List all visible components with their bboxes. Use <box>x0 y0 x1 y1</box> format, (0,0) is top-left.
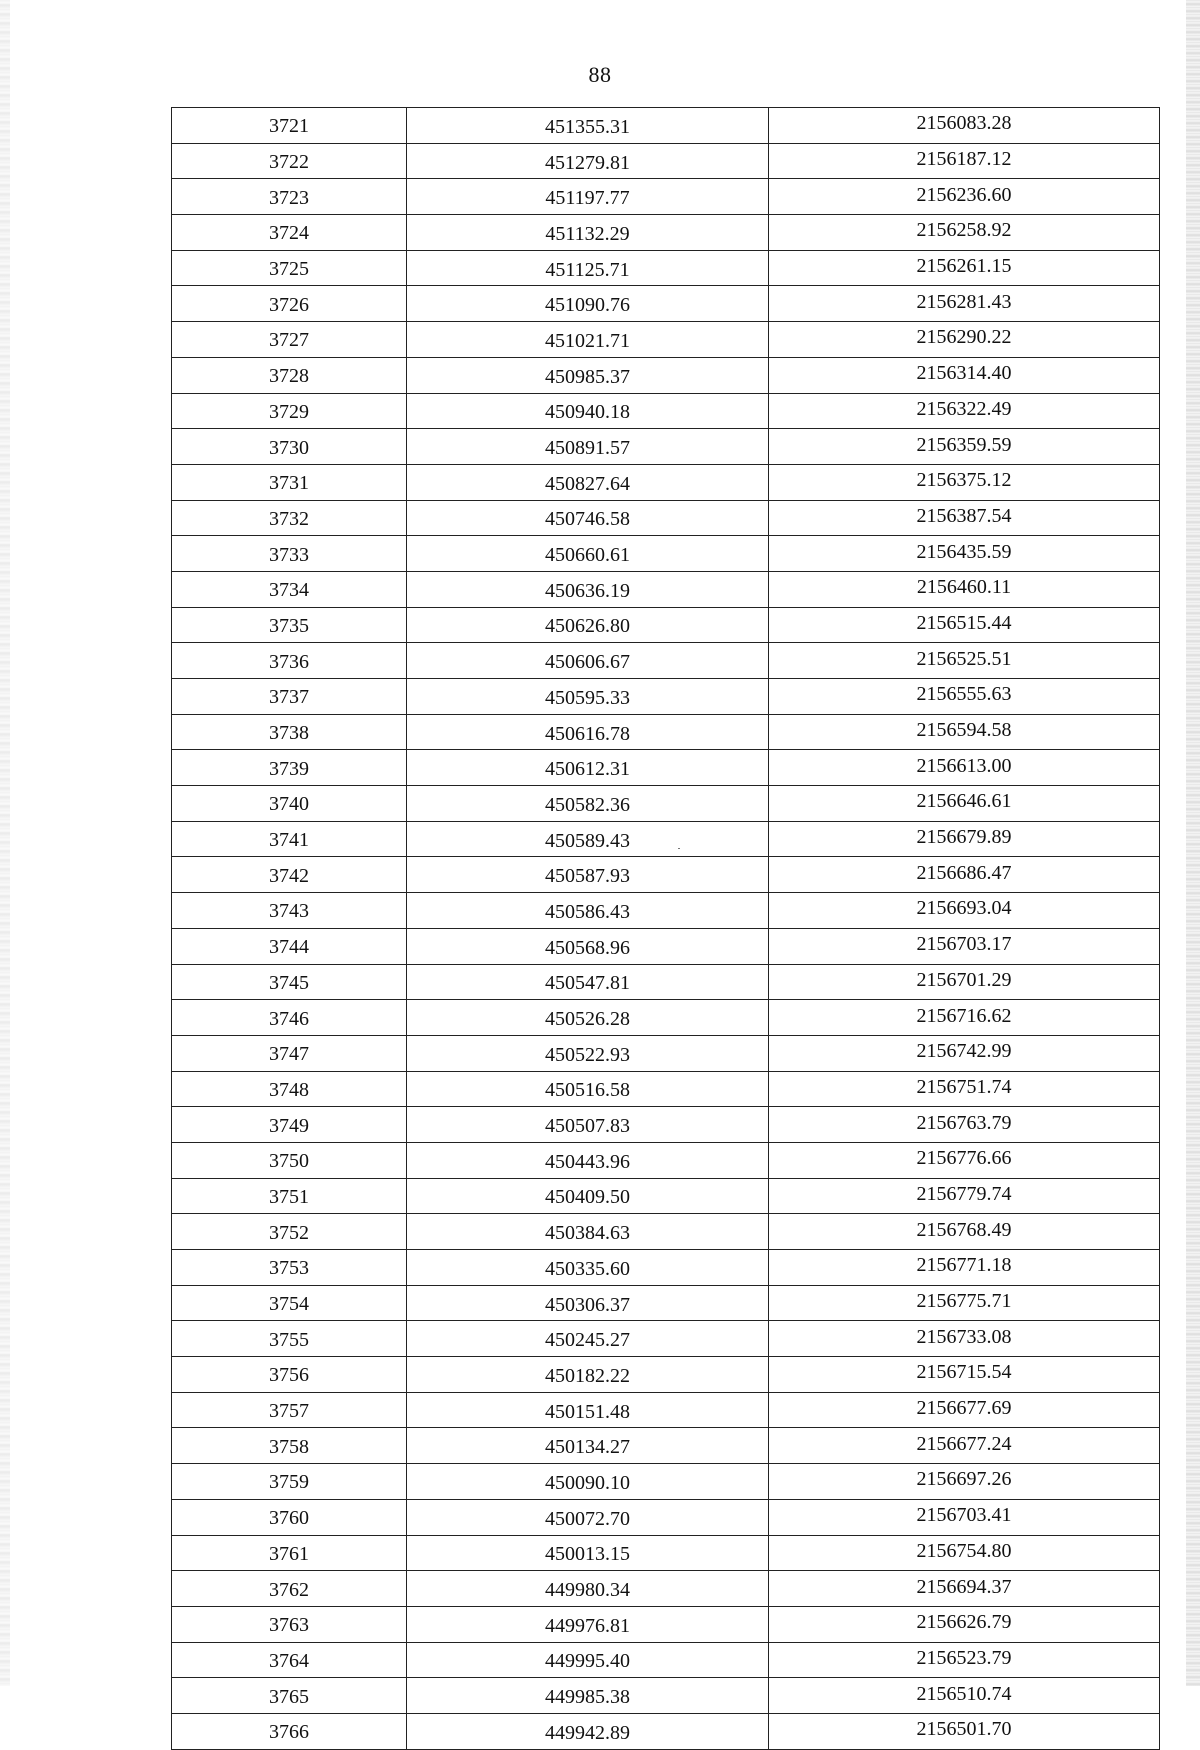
x-coordinate-cell: 450151.48 <box>407 1392 769 1428</box>
coordinate-table-body <box>172 108 1160 1750</box>
table-row <box>172 215 1160 251</box>
x-coordinate-cell: 450827.64 <box>407 464 769 500</box>
x-coordinate-cell: 450547.81 <box>407 964 769 1000</box>
y-coordinate-cell: 2156771.18 <box>769 1250 1160 1286</box>
point-id-cell: 3742 <box>172 857 407 893</box>
y-coordinate-cell: 2156677.69 <box>769 1392 1160 1428</box>
x-coordinate-cell: 450589.43 <box>407 821 769 857</box>
point-id-cell: 3725 <box>172 250 407 286</box>
x-coordinate-cell: 450606.67 <box>407 643 769 679</box>
table-row <box>172 714 1160 750</box>
table-row <box>172 1713 1160 1749</box>
point-id-cell: 3760 <box>172 1499 407 1535</box>
table-row <box>172 1071 1160 1107</box>
table-row <box>172 1357 1160 1393</box>
point-id-cell: 3731 <box>172 464 407 500</box>
point-id-cell: 3733 <box>172 536 407 572</box>
table-row <box>172 357 1160 393</box>
x-coordinate-cell: 450443.96 <box>407 1142 769 1178</box>
table-row <box>172 964 1160 1000</box>
y-coordinate-cell: 2156322.49 <box>769 393 1160 429</box>
table-row <box>172 1678 1160 1714</box>
x-coordinate-cell: 450985.37 <box>407 357 769 393</box>
point-id-cell: 3765 <box>172 1678 407 1714</box>
y-coordinate-cell: 2156703.41 <box>769 1499 1160 1535</box>
y-coordinate-cell: 2156510.74 <box>769 1678 1160 1714</box>
table-row <box>172 393 1160 429</box>
x-coordinate-cell: 451090.76 <box>407 286 769 322</box>
y-coordinate-cell: 2156555.63 <box>769 679 1160 715</box>
point-id-cell: 3762 <box>172 1571 407 1607</box>
x-coordinate-cell: 450568.96 <box>407 928 769 964</box>
y-coordinate-cell: 2156646.61 <box>769 786 1160 822</box>
point-id-cell: 3736 <box>172 643 407 679</box>
point-id-cell: 3739 <box>172 750 407 786</box>
table-row <box>172 1428 1160 1464</box>
table-row <box>172 1571 1160 1607</box>
x-coordinate-cell: 450090.10 <box>407 1464 769 1500</box>
x-coordinate-cell: 450072.70 <box>407 1499 769 1535</box>
table-row <box>172 1642 1160 1678</box>
y-coordinate-cell: 2156523.79 <box>769 1642 1160 1678</box>
table-row <box>172 1392 1160 1428</box>
point-id-cell: 3722 <box>172 143 407 179</box>
point-id-cell: 3737 <box>172 679 407 715</box>
y-coordinate-cell: 2156258.92 <box>769 215 1160 251</box>
x-coordinate-cell: 450595.33 <box>407 679 769 715</box>
x-coordinate-cell: 449942.89 <box>407 1713 769 1749</box>
x-coordinate-cell: 450616.78 <box>407 714 769 750</box>
y-coordinate-cell: 2156460.11 <box>769 571 1160 607</box>
x-coordinate-cell: 450306.37 <box>407 1285 769 1321</box>
y-coordinate-cell: 2156083.28 <box>769 108 1160 144</box>
table-row <box>172 786 1160 822</box>
point-id-cell: 3727 <box>172 322 407 358</box>
table-row <box>172 1321 1160 1357</box>
scan-edge-left <box>0 0 10 1686</box>
y-coordinate-cell: 2156703.17 <box>769 928 1160 964</box>
x-coordinate-cell: 451279.81 <box>407 143 769 179</box>
x-coordinate-cell: 451021.71 <box>407 322 769 358</box>
page-number: 88 <box>588 62 612 87</box>
y-coordinate-cell: 2156679.89 <box>769 821 1160 857</box>
table-row <box>172 893 1160 929</box>
point-id-cell: 3726 <box>172 286 407 322</box>
x-coordinate-cell: 449995.40 <box>407 1642 769 1678</box>
point-id-cell: 3730 <box>172 429 407 465</box>
x-coordinate-cell: 450940.18 <box>407 393 769 429</box>
table-row <box>172 571 1160 607</box>
table-row <box>172 607 1160 643</box>
x-coordinate-cell: 450891.57 <box>407 429 769 465</box>
point-id-cell: 3729 <box>172 393 407 429</box>
table-row <box>172 928 1160 964</box>
y-coordinate-cell: 2156613.00 <box>769 750 1160 786</box>
point-id-cell: 3751 <box>172 1178 407 1214</box>
y-coordinate-cell: 2156776.66 <box>769 1142 1160 1178</box>
x-coordinate-cell: 450134.27 <box>407 1428 769 1464</box>
table-row <box>172 1285 1160 1321</box>
point-id-cell: 3752 <box>172 1214 407 1250</box>
table-row <box>172 750 1160 786</box>
y-coordinate-cell: 2156290.22 <box>769 322 1160 358</box>
y-coordinate-cell: 2156626.79 <box>769 1606 1160 1642</box>
point-id-cell: 3756 <box>172 1357 407 1393</box>
point-id-cell: 3724 <box>172 215 407 251</box>
y-coordinate-cell: 2156501.70 <box>769 1713 1160 1749</box>
x-coordinate-cell: 449985.38 <box>407 1678 769 1714</box>
y-coordinate-cell: 2156281.43 <box>769 286 1160 322</box>
y-coordinate-cell: 2156515.44 <box>769 607 1160 643</box>
point-id-cell: 3747 <box>172 1035 407 1071</box>
table-row <box>172 1142 1160 1178</box>
point-id-cell: 3732 <box>172 500 407 536</box>
x-coordinate-cell: 450335.60 <box>407 1250 769 1286</box>
point-id-cell: 3755 <box>172 1321 407 1357</box>
point-id-cell: 3759 <box>172 1464 407 1500</box>
y-coordinate-cell: 2156701.29 <box>769 964 1160 1000</box>
y-coordinate-cell: 2156236.60 <box>769 179 1160 215</box>
point-id-cell: 3734 <box>172 571 407 607</box>
x-coordinate-cell: 450384.63 <box>407 1214 769 1250</box>
x-coordinate-cell: 450409.50 <box>407 1178 769 1214</box>
table-row <box>172 286 1160 322</box>
x-coordinate-cell: 450582.36 <box>407 786 769 822</box>
y-coordinate-cell: 2156261.15 <box>769 250 1160 286</box>
x-coordinate-cell: 450182.22 <box>407 1357 769 1393</box>
x-coordinate-cell: 451355.31 <box>407 108 769 144</box>
table-row <box>172 143 1160 179</box>
point-id-cell: 3748 <box>172 1071 407 1107</box>
x-coordinate-cell: 451197.77 <box>407 179 769 215</box>
y-coordinate-cell: 2156387.54 <box>769 500 1160 536</box>
y-coordinate-cell: 2156768.49 <box>769 1214 1160 1250</box>
table-row <box>172 821 1160 857</box>
x-coordinate-cell: 450245.27 <box>407 1321 769 1357</box>
x-coordinate-cell: 450507.83 <box>407 1107 769 1143</box>
point-id-cell: 3763 <box>172 1606 407 1642</box>
table-row <box>172 1250 1160 1286</box>
point-id-cell: 3723 <box>172 179 407 215</box>
table-row <box>172 643 1160 679</box>
y-coordinate-cell: 2156694.37 <box>769 1571 1160 1607</box>
x-coordinate-cell: 449980.34 <box>407 1571 769 1607</box>
table-row <box>172 1464 1160 1500</box>
table-row <box>172 1535 1160 1571</box>
y-coordinate-cell: 2156525.51 <box>769 643 1160 679</box>
point-id-cell: 3744 <box>172 928 407 964</box>
table-row <box>172 1499 1160 1535</box>
point-id-cell: 3735 <box>172 607 407 643</box>
table-row <box>172 429 1160 465</box>
x-coordinate-cell: 450626.80 <box>407 607 769 643</box>
y-coordinate-cell: 2156716.62 <box>769 1000 1160 1036</box>
y-coordinate-cell: 2156314.40 <box>769 357 1160 393</box>
table-row <box>172 464 1160 500</box>
y-coordinate-cell: 2156697.26 <box>769 1464 1160 1500</box>
y-coordinate-cell: 2156435.59 <box>769 536 1160 572</box>
y-coordinate-cell: 2156779.74 <box>769 1178 1160 1214</box>
x-coordinate-cell: 449976.81 <box>407 1606 769 1642</box>
point-id-cell: 3750 <box>172 1142 407 1178</box>
x-coordinate-cell: 450586.43 <box>407 893 769 929</box>
x-coordinate-cell: 450526.28 <box>407 1000 769 1036</box>
y-coordinate-cell: 2156686.47 <box>769 857 1160 893</box>
y-coordinate-cell: 2156754.80 <box>769 1535 1160 1571</box>
y-coordinate-cell: 2156594.58 <box>769 714 1160 750</box>
table-row <box>172 179 1160 215</box>
table-row <box>172 322 1160 358</box>
table-row <box>172 1178 1160 1214</box>
y-coordinate-cell: 2156751.74 <box>769 1071 1160 1107</box>
x-coordinate-cell: 451132.29 <box>407 215 769 251</box>
point-id-cell: 3764 <box>172 1642 407 1678</box>
x-coordinate-cell: 450660.61 <box>407 536 769 572</box>
point-id-cell: 3728 <box>172 357 407 393</box>
point-id-cell: 3758 <box>172 1428 407 1464</box>
x-coordinate-cell: 450636.19 <box>407 571 769 607</box>
point-id-cell: 3746 <box>172 1000 407 1036</box>
y-coordinate-cell: 2156775.71 <box>769 1285 1160 1321</box>
point-id-cell: 3740 <box>172 786 407 822</box>
point-id-cell: 3749 <box>172 1107 407 1143</box>
x-coordinate-cell: 450587.93 <box>407 857 769 893</box>
table-row <box>172 108 1160 144</box>
scan-edge-right <box>1186 0 1200 1686</box>
y-coordinate-cell: 2156715.54 <box>769 1357 1160 1393</box>
x-coordinate-cell: 450612.31 <box>407 750 769 786</box>
x-coordinate-cell: 450522.93 <box>407 1035 769 1071</box>
point-id-cell: 3741 <box>172 821 407 857</box>
table-row <box>172 250 1160 286</box>
table-row <box>172 1214 1160 1250</box>
point-id-cell: 3766 <box>172 1713 407 1749</box>
point-id-cell: 3761 <box>172 1535 407 1571</box>
y-coordinate-cell: 2156763.79 <box>769 1107 1160 1143</box>
point-id-cell: 3745 <box>172 964 407 1000</box>
x-coordinate-cell: 450013.15 <box>407 1535 769 1571</box>
table-row <box>172 1035 1160 1071</box>
table-row <box>172 679 1160 715</box>
table-row <box>172 1000 1160 1036</box>
table-row <box>172 1606 1160 1642</box>
point-id-cell: 3738 <box>172 714 407 750</box>
y-coordinate-cell: 2156677.24 <box>769 1428 1160 1464</box>
table-row <box>172 500 1160 536</box>
y-coordinate-cell: 2156359.59 <box>769 429 1160 465</box>
point-id-cell: 3743 <box>172 893 407 929</box>
coordinate-table <box>171 107 1160 1750</box>
y-coordinate-cell: 2156733.08 <box>769 1321 1160 1357</box>
point-id-cell: 3753 <box>172 1250 407 1286</box>
x-coordinate-cell: 450746.58 <box>407 500 769 536</box>
point-id-cell: 3721 <box>172 108 407 144</box>
x-coordinate-cell: 450516.58 <box>407 1071 769 1107</box>
point-id-cell: 3757 <box>172 1392 407 1428</box>
scan-speck <box>678 848 680 849</box>
y-coordinate-cell: 2156742.99 <box>769 1035 1160 1071</box>
y-coordinate-cell: 2156375.12 <box>769 464 1160 500</box>
y-coordinate-cell: 2156187.12 <box>769 143 1160 179</box>
table-row <box>172 857 1160 893</box>
y-coordinate-cell: 2156693.04 <box>769 893 1160 929</box>
table-row <box>172 1107 1160 1143</box>
table-row <box>172 536 1160 572</box>
x-coordinate-cell: 451125.71 <box>407 250 769 286</box>
point-id-cell: 3754 <box>172 1285 407 1321</box>
